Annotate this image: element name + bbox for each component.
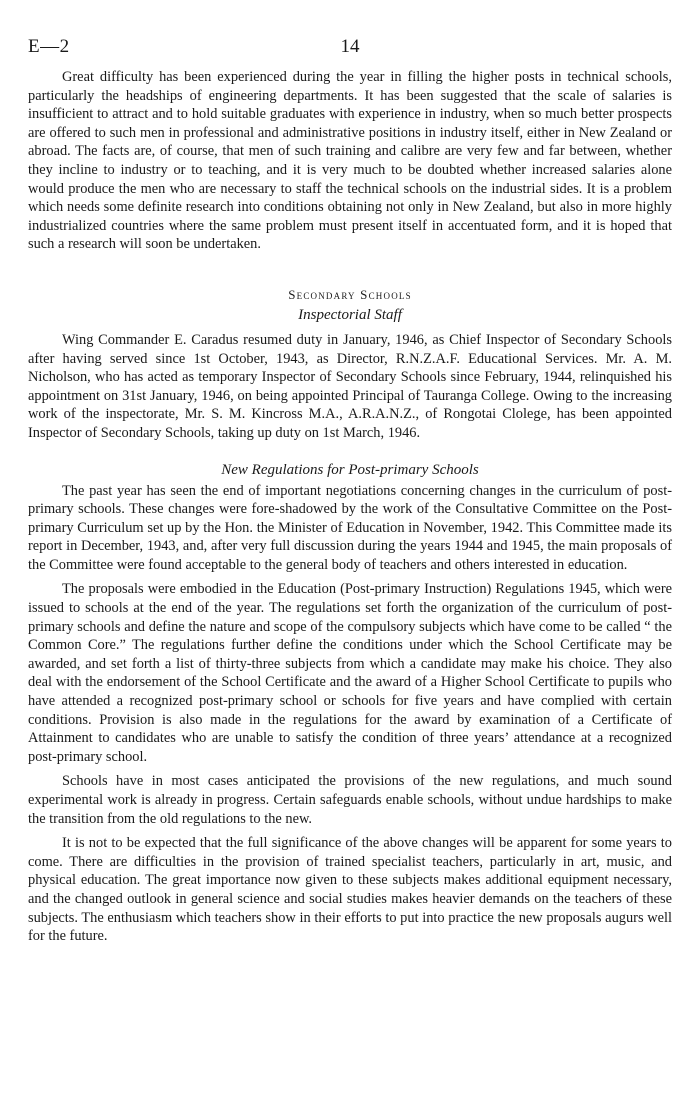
report-reference: E—2	[28, 36, 70, 57]
technical-schools-paragraph: Great difficulty has been experienced during the year in filling the higher posts in technical schools, particularly the headships of engineering departments. It has been suggested that the scale of salaries is insufficient to attract and to hold suitable graduates with experience in industry, when so much better prospects are offered to such men in professional and administrative positions in industry itself, either in New Zealand or abroad. The facts are, of course, that men of such training and calibre are very few and far between, whether they incline to industry or to teaching, and it is very much to be doubted whether increased salaries alone would produce the men who are necessary to staff the technical schools on the industrial sides. It is a problem which needs some definite research into conditions obtaining not only in New Zealand, but also in more highly industrialized countries where the same problem must present itself in accentuated form, and it is hoped that such a research will soon be undertaken.	[28, 69, 672, 253]
inspectorial-staff-heading: Inspectorial Staff	[298, 306, 402, 323]
page-number: 14	[340, 36, 360, 57]
regulations-paragraph: It is not to be expected that the full significance of the above changes will be apparent for some years to come. There are difficulties in the provision of trained specialist teachers, particularly in art, music, and physical education. The great importance now given to these subjects makes additional equipment necessary, and the changed outlook in general science and social studies makes heavier demands on the teachers of these subjects. The enthusiasm which teachers show in their efforts to put into practice the new proposals augurs well for the future.	[28, 835, 672, 945]
section-title: Secondary Schools	[288, 286, 412, 302]
running-header	[28, 30, 672, 60]
new-regulations-heading: New Regulations for Post-primary Schools	[221, 461, 479, 478]
regulations-paragraph: Schools have in most cases anticipated the provisions of the new regulations, and much sound experimental work is already in progress. Certain safeguards enable schools, without undue hardships to make the transition from the old regulations to the new.	[28, 773, 672, 827]
regulations-paragraph: The past year has seen the end of important negotiations concerning changes in the curriculum of post-primary schools. These changes were fore-shadowed by the work of the Consultative Committee on the Post-primary Curriculum set up by the Hon. the Minister of Education in November, 1942. This Committee made its report in December, 1943, and, after very full discussion during the years 1944 and 1945, the main proposals of the Committee were found acceptable to the general body of teachers and others interested in education.	[28, 482, 672, 573]
inspectorial-staff-paragraph: Wing Commander E. Caradus resumed duty in January, 1946, as Chief Inspector of Secondary Schools after having served since 1st October, 1943, as Director, R.N.Z.A.F. Educational Services. Mr. A. M. Nicholson, who has acted as temporary Inspector of Secondary Schools since February, 1944, relinquished his appointment on 31st January, 1946, on being appointed Principal of Tauranga College. Owing to the increasing work of the inspectorate, Mr. S. M. Kincross M.A., A.R.A.N.Z., of Rongotai Clolege, has been appointed Inspector of Secondary Schools, taking up duty on 1st March, 1946.	[28, 331, 672, 441]
regulations-paragraph: The proposals were embodied in the Education (Post-primary Instruction) Regulations 1945, which were issued to schools at the end of the year. The regulations set forth the organization of the curriculum of post-primary schools and define the nature and scope of the compulsory subjects which have come to be called “ the Common Core.” The regulations further define the conditions under which the School Certificate may be awarded, and set forth a list of thirty-three subjects from which a candidate may make his choice. They also deal with the endorsement of the School Certificate and the award of a Higher School Certificate to pupils who have attended a recognized post-primary school or schools for five years and have complied with certain conditions. Provision is also made in the regulations for the award by examination of a Certificate of Attainment to candidates who are unable to satisfy the condition of three years’ attendance at a recognized post-primary school.	[28, 581, 672, 765]
